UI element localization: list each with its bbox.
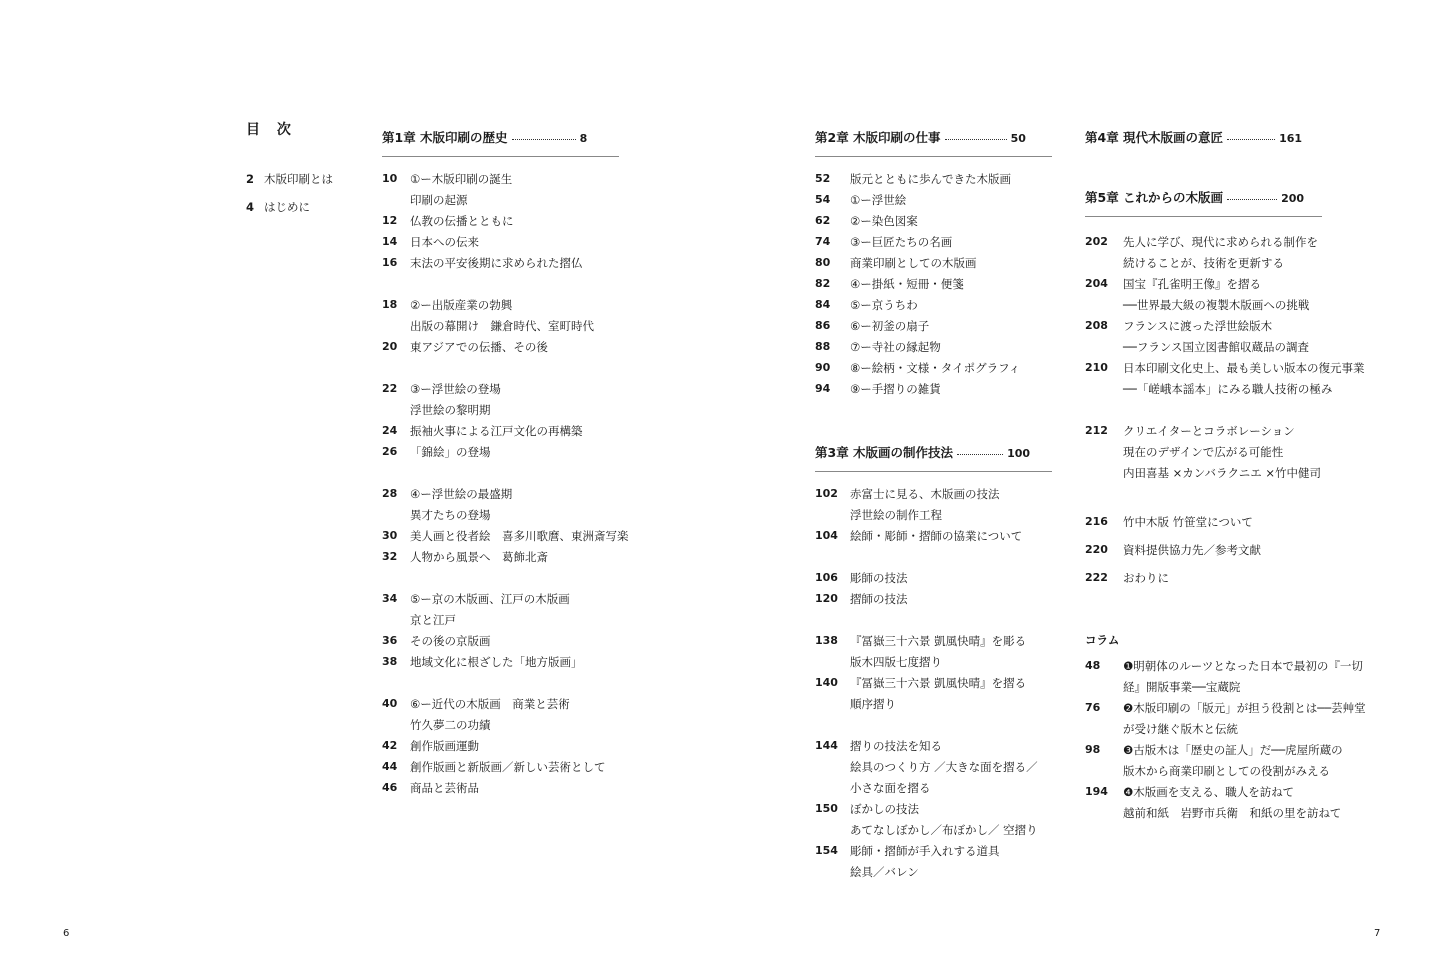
toc-entry: [1085, 785, 1375, 806]
list-gap: [382, 571, 632, 592]
chapter-page: 161: [1279, 132, 1303, 145]
entry-title: ──フランス国立図書館収蔵品の調査: [1123, 340, 1310, 354]
entry-title: 人物から風景へ 葛飾北斎: [410, 550, 548, 564]
chapter-title: 第5章 これからの木版画: [1085, 190, 1224, 205]
leader-dots: [945, 138, 1007, 140]
toc-entry: [382, 592, 632, 613]
toc-entry: [815, 634, 1055, 655]
entry-page-number: 10: [382, 172, 398, 185]
entry-page-number: 150: [815, 802, 838, 815]
toc-entry: [1085, 382, 1375, 403]
entry-title: 経』開版事業──宝蔵院: [1123, 680, 1241, 694]
toc-entry: [382, 718, 632, 739]
chapter-page: 8: [579, 132, 588, 145]
chapter-title: 第4章 現代木版画の意匠: [1085, 130, 1224, 145]
entry-title: フランスに渡った浮世絵版木: [1123, 319, 1273, 333]
entry-page-number: 76: [1085, 701, 1101, 714]
toc-entry: [382, 319, 632, 340]
entry-title: 商品と芸術品: [410, 781, 479, 795]
entry-title: 東アジアでの伝播、その後: [410, 340, 548, 354]
entry-title: ──世界最大級の複製木版画への挑戦: [1123, 298, 1310, 312]
chapter-3-rule: [815, 471, 1052, 472]
entry-page-number: 18: [382, 298, 398, 311]
list-gap: [382, 466, 632, 487]
column-heading: コラム: [1085, 633, 1120, 647]
toc-entry: [1085, 256, 1375, 277]
entry-title: 美人画と役者絵 喜多川歌麿、東洲斎写楽: [410, 529, 629, 543]
chapter-3-heading: [815, 443, 1030, 461]
toc-entry: [382, 445, 632, 466]
entry-title: あてなしぼかし／布ぼかし／ 空摺り: [850, 823, 1038, 837]
entry-title: 仏教の伝播とともに: [410, 214, 514, 228]
entry-title: 浮世絵の制作工程: [850, 508, 942, 522]
toc-entry: [382, 529, 632, 550]
toc-entry: [382, 298, 632, 319]
entry-page-number: 32: [382, 550, 398, 563]
entry-title: 日本への伝来: [410, 235, 479, 249]
list-gap: [1085, 403, 1375, 424]
entry-title: 『冨嶽三十六景 凱風快晴』を摺る: [850, 676, 1027, 690]
entry-title: 彫師・摺師が手入れする道具: [850, 844, 1000, 858]
toc-entry: [382, 781, 632, 802]
entry-title: はじめに: [264, 200, 310, 214]
entry-title: 創作版画と新版画／新しい芸術として: [410, 760, 606, 774]
chapter-title: 第3章 木版画の制作技法: [815, 445, 954, 460]
entry-title: 「錦絵」の登場: [410, 445, 491, 459]
toc-entry: [1085, 466, 1375, 487]
entry-page-number: 212: [1085, 424, 1108, 437]
toc-entry: [382, 256, 632, 277]
list-gap: [815, 613, 1055, 634]
toc-entry: [382, 697, 632, 718]
toc-entry: [1085, 764, 1375, 785]
folio-left: 6: [63, 928, 70, 939]
entry-title: ⑤ー京うちわ: [850, 298, 918, 312]
toc-entry: [382, 214, 632, 235]
toc-entry: [815, 508, 1055, 529]
entry-title: ④ー浮世絵の最盛期: [410, 487, 513, 501]
entry-page-number: 38: [382, 655, 398, 668]
toc-entry: [815, 361, 1055, 382]
toc-entry: [1085, 424, 1375, 445]
toc-entry: [1085, 298, 1375, 319]
entry-page-number: 88: [815, 340, 831, 353]
entry-title: 絵具のつくり方 ／大きな面を摺る／: [850, 760, 1038, 774]
entry-title: 先人に学び、現代に求められる制作を: [1123, 235, 1319, 249]
chapter-1-heading: [382, 128, 587, 146]
entry-title: 内田喜基 ×カンバラクニエ ×竹中健司: [1123, 466, 1322, 480]
toc-entry: [1085, 445, 1375, 466]
entry-title: ❷木版印刷の「版元」が担う役割とは──芸艸堂: [1123, 701, 1366, 715]
entry-title: ❸古版木は「歴史の証人」だ──虎屋所蔵の: [1123, 743, 1343, 757]
toc-entry: [246, 172, 333, 200]
column-list: [1085, 659, 1375, 827]
toc-entry: [815, 655, 1055, 676]
entry-title: ❹木版画を支える、職人を訪ねて: [1123, 785, 1295, 799]
toc-entry: [815, 340, 1055, 361]
toc-entry: [382, 424, 632, 445]
entry-title: クリエイターとコラボレーション: [1123, 424, 1295, 438]
chapter-page: 100: [1007, 447, 1031, 460]
entry-title: 越前和紙 岩野市兵衛 和紙の里を訪ねて: [1123, 806, 1342, 820]
entry-page-number: 4: [246, 200, 255, 214]
list-gap: [382, 361, 632, 382]
toc-entry: [382, 235, 632, 256]
toc-entry: [815, 235, 1055, 256]
entry-title: 浮世絵の黎明期: [410, 403, 491, 417]
entry-page-number: 26: [382, 445, 398, 458]
toc-entry: [382, 508, 632, 529]
entry-title: 竹久夢二の功績: [410, 718, 491, 732]
entry-page-number: 208: [1085, 319, 1108, 332]
entry-page-number: 24: [382, 424, 398, 437]
entry-title: 末法の平安後期に求められた摺仏: [410, 256, 583, 270]
toc-entry: [815, 256, 1055, 277]
chapter-5-extra-list: [1085, 515, 1375, 599]
entry-title: ③ー浮世絵の登場: [410, 382, 501, 396]
entry-title: 資料提供協力先／参考文献: [1123, 543, 1261, 557]
toc-entry: [1085, 722, 1375, 743]
entry-title: ぼかしの技法: [850, 802, 919, 816]
chapter-2-list: [815, 172, 1055, 403]
toc-entry: [382, 340, 632, 361]
entry-title: 現在のデザインで広がる可能性: [1123, 445, 1284, 459]
toc-entry: [1085, 571, 1375, 599]
leader-dots: [1227, 198, 1277, 200]
toc-entry: [815, 193, 1055, 214]
toc-entry: [815, 865, 1055, 886]
entry-page-number: 120: [815, 592, 838, 605]
entry-title: ⑦ー寺社の縁起物: [850, 340, 941, 354]
toc-title: 目 次: [246, 122, 297, 138]
entry-page-number: 2: [246, 172, 255, 186]
toc-entry: [1085, 806, 1375, 827]
toc-entry: [815, 382, 1055, 403]
entry-title: 摺師の技法: [850, 592, 908, 606]
entry-title: ⑥ー初釜の扇子: [850, 319, 930, 333]
entry-title: 商業印刷としての木版画: [850, 256, 977, 270]
entry-page-number: 12: [382, 214, 398, 227]
toc-entry: [1085, 743, 1375, 764]
toc-entry: [815, 697, 1055, 718]
chapter-1-rule: [382, 156, 619, 157]
toc-entry: [1085, 543, 1375, 571]
entry-title: 順序摺り: [850, 697, 896, 711]
entry-page-number: 220: [1085, 543, 1108, 556]
chapter-3-list: [815, 487, 1055, 886]
entry-title: ⑧ー絵柄・文様・タイポグラフィ: [850, 361, 1021, 375]
toc-entry: [382, 487, 632, 508]
entry-page-number: 20: [382, 340, 398, 353]
toc-entry: [1085, 319, 1375, 340]
entry-page-number: 144: [815, 739, 838, 752]
toc-entry: [1085, 515, 1375, 543]
toc-entry: [382, 760, 632, 781]
entry-page-number: 30: [382, 529, 398, 542]
entry-title: ②ー出版産業の勃興: [410, 298, 513, 312]
toc-entry: [815, 676, 1055, 697]
entry-title: 絵師・彫師・摺師の協業について: [850, 529, 1023, 543]
entry-page-number: 102: [815, 487, 838, 500]
toc-entry: [382, 634, 632, 655]
entry-title: その後の京版画: [410, 634, 491, 648]
entry-title: 摺りの技法を知る: [850, 739, 942, 753]
entry-title: 木版印刷とは: [264, 172, 333, 186]
toc-entry: [815, 172, 1055, 193]
chapter-2-heading: [815, 128, 1026, 146]
toc-entry: [815, 298, 1055, 319]
entry-title: 版元とともに歩んできた木版画: [850, 172, 1011, 186]
toc-entry: [382, 739, 632, 760]
entry-page-number: 104: [815, 529, 838, 542]
entry-page-number: 74: [815, 235, 831, 248]
entry-page-number: 106: [815, 571, 838, 584]
entry-title: 版木四版七度摺り: [850, 655, 942, 669]
toc-entry: [382, 193, 632, 214]
entry-title: 創作版画運動: [410, 739, 479, 753]
toc-entry: [815, 844, 1055, 865]
entry-page-number: 138: [815, 634, 838, 647]
entry-page-number: 80: [815, 256, 831, 269]
toc-entry: [1085, 340, 1375, 361]
toc-entry: [815, 319, 1055, 340]
entry-title: ①ー浮世絵: [850, 193, 907, 207]
entry-title: 出版の幕開け 鎌倉時代、室町時代: [410, 319, 594, 333]
entry-title: ──「嵯峨本謡本」にみる職人技術の極み: [1123, 382, 1333, 396]
entry-page-number: 222: [1085, 571, 1108, 584]
entry-title: 地域文化に根ざした「地方版画」: [410, 655, 583, 669]
entry-title: 『冨嶽三十六景 凱風快晴』を彫る: [850, 634, 1027, 648]
entry-page-number: 28: [382, 487, 398, 500]
entry-page-number: 48: [1085, 659, 1101, 672]
toc-entry: [815, 529, 1055, 550]
entry-title: おわりに: [1123, 571, 1169, 585]
entry-page-number: 202: [1085, 235, 1108, 248]
toc-entry: [815, 823, 1055, 844]
entry-page-number: 36: [382, 634, 398, 647]
toc-entry: [815, 277, 1055, 298]
toc-entry: [1085, 361, 1375, 382]
chapter-5-rule: [1085, 216, 1322, 217]
entry-page-number: 44: [382, 760, 398, 773]
toc-entry: [815, 592, 1055, 613]
toc-entry: [1085, 680, 1375, 701]
entry-page-number: 90: [815, 361, 831, 374]
entry-title: ①ー木版印刷の誕生: [410, 172, 513, 186]
toc-entry: [815, 214, 1055, 235]
entry-title: ④ー掛紙・短冊・便箋: [850, 277, 964, 291]
toc-entry: [815, 760, 1055, 781]
toc-entry: [815, 487, 1055, 508]
entry-page-number: 54: [815, 193, 831, 206]
toc-entry: [246, 200, 333, 228]
entry-page-number: 216: [1085, 515, 1108, 528]
folio-right: 7: [1374, 928, 1381, 939]
entry-page-number: 82: [815, 277, 831, 290]
entry-title: ⑥ー近代の木版画 商業と芸術: [410, 697, 570, 711]
entry-title: 絵具／バレン: [850, 865, 919, 879]
toc-entry: [815, 781, 1055, 802]
entry-title: 続けることが、技術を更新する: [1123, 256, 1284, 270]
toc-entry: [1085, 659, 1375, 680]
entry-page-number: 84: [815, 298, 831, 311]
chapter-title: 第1章 木版印刷の歴史: [382, 130, 508, 145]
pre-list: [246, 172, 333, 228]
entry-title: ⑨ー手摺りの雑貨: [850, 382, 941, 396]
list-gap: [382, 676, 632, 697]
leader-dots: [1227, 138, 1275, 140]
chapter-5-heading: [1085, 188, 1304, 206]
chapter-4-heading: [1085, 128, 1302, 146]
toc-entry: [1085, 701, 1375, 722]
leader-dots: [512, 138, 576, 140]
chapter-title: 第2章 木版印刷の仕事: [815, 130, 941, 145]
entry-title: 版木から商業印刷としての役割がみえる: [1123, 764, 1330, 778]
chapter-2-rule: [815, 156, 1052, 157]
entry-title: 印刷の起源: [410, 193, 468, 207]
entry-page-number: 34: [382, 592, 398, 605]
entry-title: 小さな面を摺る: [850, 781, 931, 795]
entry-title: 国宝『孔雀明王像』を摺る: [1123, 277, 1261, 291]
chapter-1-list: [382, 172, 632, 802]
entry-page-number: 98: [1085, 743, 1101, 756]
entry-title: 異才たちの登場: [410, 508, 491, 522]
entry-page-number: 62: [815, 214, 831, 227]
toc-entry: [382, 613, 632, 634]
entry-title: 京と江戸: [410, 613, 456, 627]
entry-page-number: 210: [1085, 361, 1108, 374]
toc-entry: [815, 802, 1055, 823]
entry-title: 彫師の技法: [850, 571, 908, 585]
toc-entry: [382, 655, 632, 676]
entry-title: ②ー染色図案: [850, 214, 918, 228]
toc-entry: [382, 550, 632, 571]
entry-page-number: 204: [1085, 277, 1108, 290]
entry-title: ③ー巨匠たちの名画: [850, 235, 953, 249]
toc-entry: [382, 382, 632, 403]
list-gap: [815, 550, 1055, 571]
entry-page-number: 140: [815, 676, 838, 689]
toc-entry: [815, 571, 1055, 592]
entry-page-number: 46: [382, 781, 398, 794]
entry-title: 日本印刷文化史上、最も美しい版本の復元事業: [1123, 361, 1365, 375]
leader-dots: [957, 453, 1003, 455]
entry-page-number: 22: [382, 382, 398, 395]
entry-page-number: 94: [815, 382, 831, 395]
entry-page-number: 194: [1085, 785, 1108, 798]
chapter-page: 50: [1010, 132, 1026, 145]
toc-entry: [1085, 235, 1375, 256]
entry-page-number: 40: [382, 697, 398, 710]
entry-title: 竹中木版 竹笹堂について: [1123, 515, 1253, 529]
entry-title: ❶明朝体のルーツとなった日本で最初の『一切: [1123, 659, 1363, 673]
entry-title: ⑤ー京の木版画、江戸の木版画: [410, 592, 570, 606]
entry-page-number: 86: [815, 319, 831, 332]
entry-title: が受け継ぐ版木と伝統: [1123, 722, 1238, 736]
entry-page-number: 42: [382, 739, 398, 752]
toc-entry: [382, 403, 632, 424]
list-gap: [382, 277, 632, 298]
entry-page-number: 16: [382, 256, 398, 269]
chapter-page: 200: [1281, 192, 1305, 205]
toc-entry: [382, 172, 632, 193]
entry-title: 振袖火事による江戸文化の再構築: [410, 424, 583, 438]
list-gap: [815, 718, 1055, 739]
entry-title: 赤富士に見る、木版画の技法: [850, 487, 1000, 501]
chapter-5-list: [1085, 235, 1375, 487]
toc-entry: [815, 739, 1055, 760]
entry-page-number: 154: [815, 844, 838, 857]
toc-entry: [1085, 277, 1375, 298]
entry-page-number: 52: [815, 172, 831, 185]
entry-page-number: 14: [382, 235, 398, 248]
